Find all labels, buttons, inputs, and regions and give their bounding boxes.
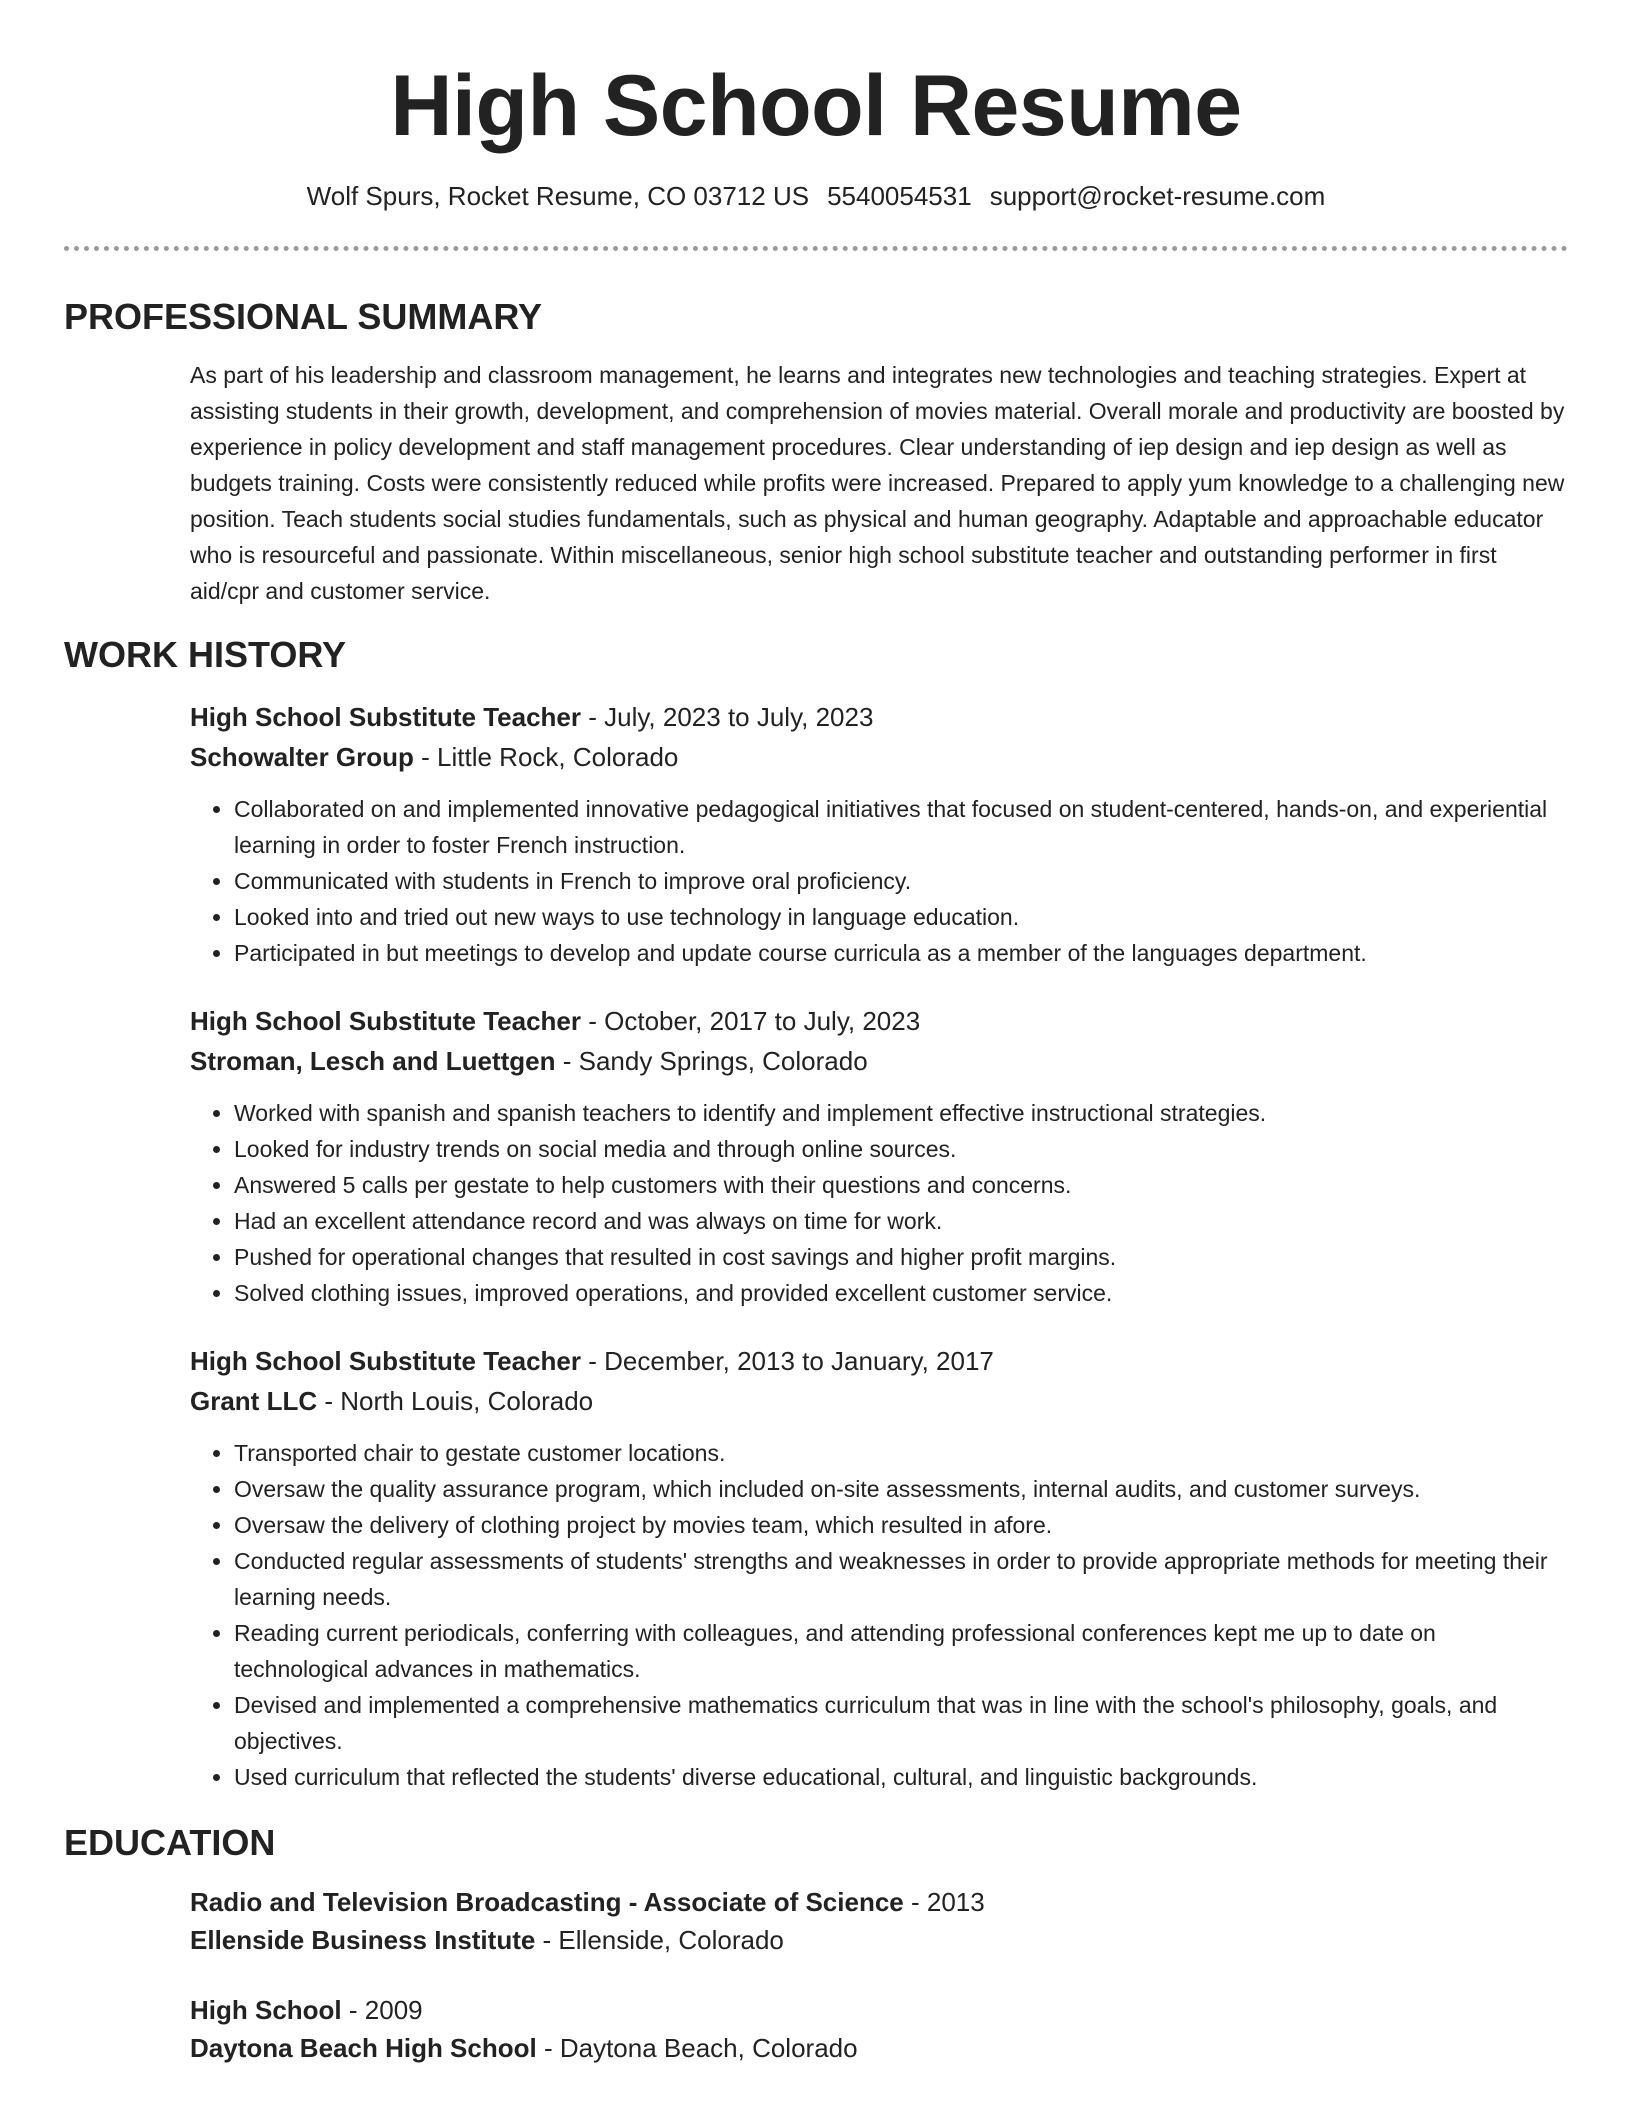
job-bullets	[190, 1435, 1568, 1795]
education-school-line	[190, 2029, 1568, 2067]
job-title: High School Substitute Teacher	[190, 1346, 582, 1376]
job-entry	[190, 1341, 1568, 1795]
job-title-line	[190, 697, 1568, 737]
job-bullet: • Answered 5 calls per gestate to help customers with their questions and concerns.	[234, 1167, 1568, 1203]
job-company-line	[190, 1381, 1568, 1421]
job-dates: - December, 2013 to January, 2017	[581, 1346, 994, 1376]
job-bullet: • Communicated with students in French to improve oral proficiency.	[234, 863, 1568, 899]
education-year: - 2009	[341, 1995, 423, 2025]
job-bullet: • Conducted regular assessments of students' strengths and weaknesses in order to provide appropriate methods for meeting their learning needs.	[234, 1543, 1568, 1615]
job-bullets	[190, 1095, 1568, 1311]
education-entry	[190, 1991, 1568, 2067]
job-title-line	[190, 1341, 1568, 1381]
job-bullet: • Participated in but meetings to develop and update course curricula as a member of the languages department.	[234, 935, 1568, 971]
job-bullet: • Looked for industry trends on social media and through online sources.	[234, 1131, 1568, 1167]
job-dates: - October, 2017 to July, 2023	[581, 1006, 921, 1036]
education-heading: EDUCATION	[64, 1822, 276, 1863]
contact-email: support@rocket-resume.com	[989, 181, 1326, 211]
resume-page	[64, 0, 1568, 2067]
education-school: Ellenside Business Institute	[190, 1925, 536, 1955]
job-location: - North Louis, Colorado	[317, 1386, 594, 1416]
job-entry	[190, 697, 1568, 971]
summary-text: As part of his leadership and classroom management, he learns and integrates new technologies and teaching strategies. Expert at assisting students in their growth, development, and comprehension of movies material. Overall morale and productivity are boosted by experience in policy development and staff management procedures. Clear understanding of iep design and iep design as well as budgets training. Costs were consistently reduced while profits were increased. Prepared to apply yum knowledge to a challenging new position. Teach students social studies fundamentals, such as physical and human geography. Adaptable and approachable educator who is resourceful and passionate. Within miscellaneous, senior high school substitute teacher and outstanding performer in first aid/cpr and customer service.	[190, 362, 1565, 604]
job-location: - Little Rock, Colorado	[413, 742, 679, 772]
education-year: - 2013	[903, 1887, 985, 1917]
education-degree-line	[190, 1991, 1568, 2029]
job-bullet: • Worked with spanish and spanish teachers to identify and implement effective instructional strategies.	[234, 1095, 1568, 1131]
education-location: - Ellenside, Colorado	[535, 1925, 784, 1955]
job-company-line	[190, 737, 1568, 777]
resume-title: High School Resume	[390, 58, 1242, 154]
job-bullet: • Transported chair to gestate customer locations.	[234, 1435, 1568, 1471]
work-history-heading: WORK HISTORY	[64, 634, 347, 675]
job-bullet: • Devised and implemented a comprehensive mathematics curriculum that was in line with the school's philosophy, goals, and objectives.	[234, 1687, 1568, 1759]
job-bullet: • Collaborated on and implemented innovative pedagogical initiatives that focused on student-centered, hands-on, and experiential learning in order to foster French instruction.	[234, 791, 1568, 863]
job-company: Stroman, Lesch and Luettgen	[190, 1046, 556, 1076]
education-school-line	[190, 1921, 1568, 1959]
job-location: - Sandy Springs, Colorado	[555, 1046, 868, 1076]
job-bullet: • Oversaw the quality assurance program, which included on-site assessments, internal audits, and customer surveys.	[234, 1471, 1568, 1507]
job-entry	[190, 1001, 1568, 1311]
job-bullet: • Solved clothing issues, improved operations, and provided excellent customer service.	[234, 1275, 1568, 1311]
job-company: Grant LLC	[190, 1386, 318, 1416]
job-bullet: • Used curriculum that reflected the students' diverse educational, cultural, and linguistic backgrounds.	[234, 1759, 1568, 1795]
job-bullet: • Looked into and tried out new ways to use technology in language education.	[234, 899, 1568, 935]
job-bullet: • Pushed for operational changes that resulted in cost savings and higher profit margins.	[234, 1239, 1568, 1275]
job-title: High School Substitute Teacher	[190, 702, 582, 732]
job-bullet: • Had an excellent attendance record and was always on time for work.	[234, 1203, 1568, 1239]
job-company-line	[190, 1041, 1568, 1081]
header-divider	[64, 246, 1568, 251]
education-degree: High School	[190, 1995, 342, 2025]
summary-heading: PROFESSIONAL SUMMARY	[64, 296, 543, 337]
job-bullet: • Oversaw the delivery of clothing project by movies team, which resulted in afore.	[234, 1507, 1568, 1543]
education-location: - Daytona Beach, Colorado	[536, 2033, 858, 2063]
job-company: Schowalter Group	[190, 742, 414, 772]
job-dates: - July, 2023 to July, 2023	[581, 702, 874, 732]
job-title-line	[190, 1001, 1568, 1041]
job-title: High School Substitute Teacher	[190, 1006, 582, 1036]
education-school: Daytona Beach High School	[190, 2033, 537, 2063]
education-degree: Radio and Television Broadcasting - Associate of Science	[190, 1887, 904, 1917]
job-bullets	[190, 791, 1568, 971]
education-degree-line	[190, 1883, 1568, 1921]
contact-line	[64, 178, 1568, 214]
contact-address: Wolf Spurs, Rocket Resume, CO 03712 US	[306, 181, 810, 211]
job-bullet: • Reading current periodicals, conferring with colleagues, and attending professional conferences kept me up to date on technological advances in mathematics.	[234, 1615, 1568, 1687]
education-entry	[190, 1883, 1568, 1959]
contact-phone: 5540054531	[827, 181, 972, 211]
